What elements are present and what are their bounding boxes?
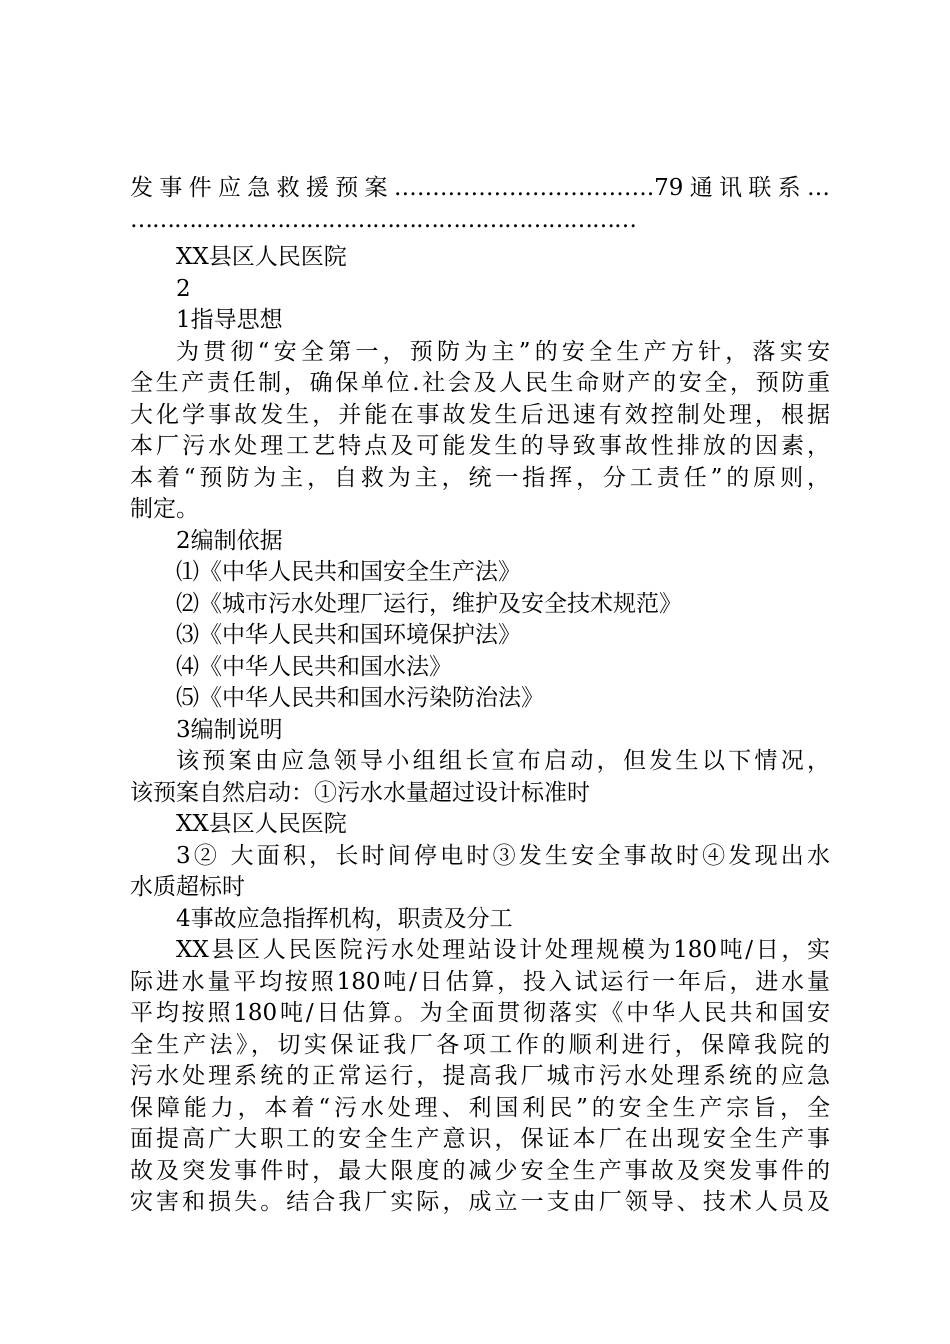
- section-heading: 2编制依据: [176, 527, 283, 554]
- list-item: ⑷《中华人民共和国水法》: [176, 653, 452, 680]
- paragraph-line: 为贯彻“安全第一，预防为主”的安全生产方针，落实安: [176, 338, 830, 365]
- paragraph-line: 水质超标时: [130, 874, 245, 900]
- paragraph-line: 故及突发事件时，最大限度的减少安全生产事故及突发事件的: [130, 1157, 830, 1184]
- toc-dots-line: ……………………………………………………………: [130, 206, 636, 233]
- paragraph-line: 污水处理系统的正常运行，提高我厂城市污水处理系统的应急: [130, 1063, 830, 1089]
- paragraph-line: 灾害和损失。结合我厂实际，成立一支由厂领导、技术人员及: [130, 1189, 830, 1215]
- paragraph-line: 本着“预防为主，自救为主，统一指挥，分工责任”的原则，: [130, 464, 830, 491]
- paragraph-line: 全生产责任制，确保单位.社会及人民生命财产的安全，预防重: [130, 370, 830, 396]
- toc-line: 发事件应急救援预案…………………………….79通讯联系…: [130, 175, 830, 201]
- paragraph-line: 际进水量平均按照180吨/日估算，投入试运行一年后，进水量: [130, 968, 830, 995]
- paragraph-line: 本厂污水处理工艺特点及可能发生的导致事故性排放的因素，: [130, 433, 830, 459]
- paragraph-line: 3② 大面积，长时间停电时③发生安全事故时④发现出水: [176, 842, 830, 869]
- hospital-header: XX县区人民医院: [176, 244, 347, 270]
- page-number: 2: [176, 275, 191, 302]
- section-heading: 4事故应急指挥机构，职责及分工: [176, 905, 513, 932]
- list-item: ⑸《中华人民共和国水污染防治法》: [176, 685, 544, 711]
- paragraph-line: 制定。: [130, 496, 199, 522]
- section-heading: 1指导思想: [176, 307, 283, 333]
- section-heading: 3编制说明: [176, 716, 283, 743]
- paragraph-line: 面提高广大职工的安全生产意识，保证本厂在出现安全生产事: [130, 1126, 830, 1152]
- document-body: [130, 173, 830, 1219]
- paragraph-line: 大化学事故发生，并能在事故发生后迅速有效控制处理，根据: [130, 401, 830, 428]
- paragraph-line: 该预案自然启动：①污水水量超过设计标准时: [130, 779, 590, 806]
- paragraph-line: 保障能力，本着“污水处理、利国利民”的安全生产宗旨，全: [130, 1094, 830, 1121]
- list-item: ⑵《城市污水处理厂运行，维护及安全技术规范》: [176, 590, 682, 617]
- paragraph-line: XX县区人民医院污水处理站设计处理规模为180吨/日，实: [176, 937, 830, 963]
- paragraph-line: 平均按照180吨/日估算。为全面贯彻落实《中华人民共和国安: [130, 1000, 830, 1026]
- paragraph-line: 全生产法》，切实保证我厂各项工作的顺利进行，保障我院的: [130, 1031, 830, 1058]
- list-item: ⑴《中华人民共和国安全生产法》: [176, 559, 521, 585]
- paragraph-line: 该预案由应急领导小组组长宣布启动，但发生以下情况，: [176, 748, 830, 774]
- hospital-header: XX县区人民医院: [176, 811, 347, 837]
- list-item: ⑶《中华人民共和国环境保护法》: [176, 622, 521, 648]
